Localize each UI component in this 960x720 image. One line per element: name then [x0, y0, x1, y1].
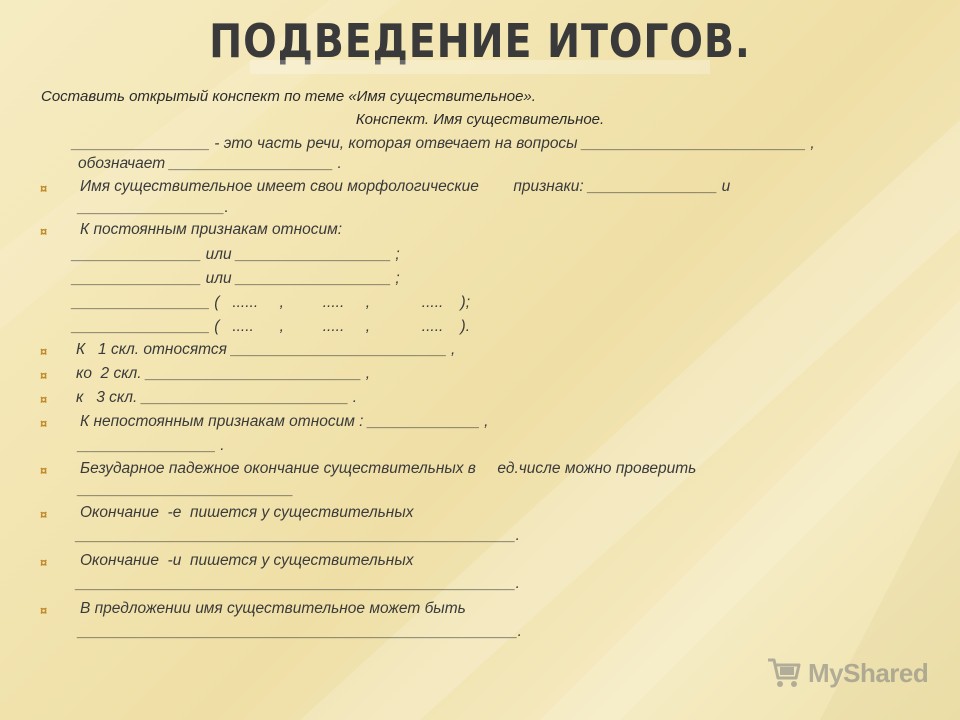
- line-21: В предложении имя существительное может быть: [80, 600, 466, 617]
- cart-icon: [766, 656, 802, 690]
- line-19: Окончание -и пишется у существительных: [80, 552, 414, 569]
- line-5: К постоянным признакам относим:: [80, 221, 343, 238]
- bullet-icon: ¤: [40, 224, 48, 239]
- line-22: ___________________________________________________.: [78, 623, 522, 640]
- bullet-icon: ¤: [40, 603, 48, 618]
- myshared-logo: [766, 656, 928, 690]
- bullet-icon: ¤: [40, 181, 48, 196]
- task-subtitle: Составить открытый конспект по теме «Имя существительное».: [41, 88, 536, 105]
- line-16: _________________________: [78, 481, 294, 498]
- title-reflection: [0, 58, 960, 84]
- line-13: К непостоянным признакам относим : _____________ ,: [80, 413, 489, 430]
- bullet-icon: ¤: [40, 416, 48, 431]
- bullet-icon: ¤: [40, 368, 48, 383]
- bullet-icon: ¤: [40, 555, 48, 570]
- line-12: к 3 скл. ________________________ .: [76, 389, 358, 406]
- line-10: К 1 скл. относятся _________________________ ,: [76, 341, 456, 358]
- line-3: Имя существительное имеет свои морфологические признаки: _______________ и: [80, 178, 731, 195]
- line-15: Безударное падежное окончание существительных в ед.числе можно проверить: [80, 460, 697, 477]
- bullet-icon: ¤: [40, 463, 48, 478]
- line-14: ________________ .: [78, 437, 225, 454]
- line-6: _______________ или __________________ ;: [72, 246, 400, 263]
- line-9: ________________ ( ..... , ..... , ..... ).: [72, 318, 471, 335]
- line-1: ________________ - это часть речи, которая отвечает на вопросы __________________________ ,: [72, 135, 815, 152]
- line-18: ___________________________________________________.: [76, 527, 520, 544]
- line-2: обозначает ___________________ .: [78, 155, 342, 172]
- line-4: _________________.: [78, 199, 229, 216]
- line-8: ________________ ( ...... , ..... , ..... );: [72, 294, 471, 311]
- bullet-icon: ¤: [40, 392, 48, 407]
- line-11: ко 2 скл. _________________________ ,: [76, 365, 371, 382]
- line-7: _______________ или __________________ ;: [72, 270, 400, 287]
- summary-heading: Конспект. Имя существительное.: [355, 111, 605, 128]
- bullet-icon: ¤: [40, 507, 48, 522]
- logo-text: MyShared: [808, 657, 929, 688]
- page-title: ПОДВЕДЕНИЕ ИТОГОВ.: [209, 14, 751, 68]
- bullet-icon: ¤: [40, 344, 48, 359]
- line-20: ___________________________________________________.: [76, 575, 520, 592]
- line-17: Окончание -е пишется у существительных: [80, 504, 414, 521]
